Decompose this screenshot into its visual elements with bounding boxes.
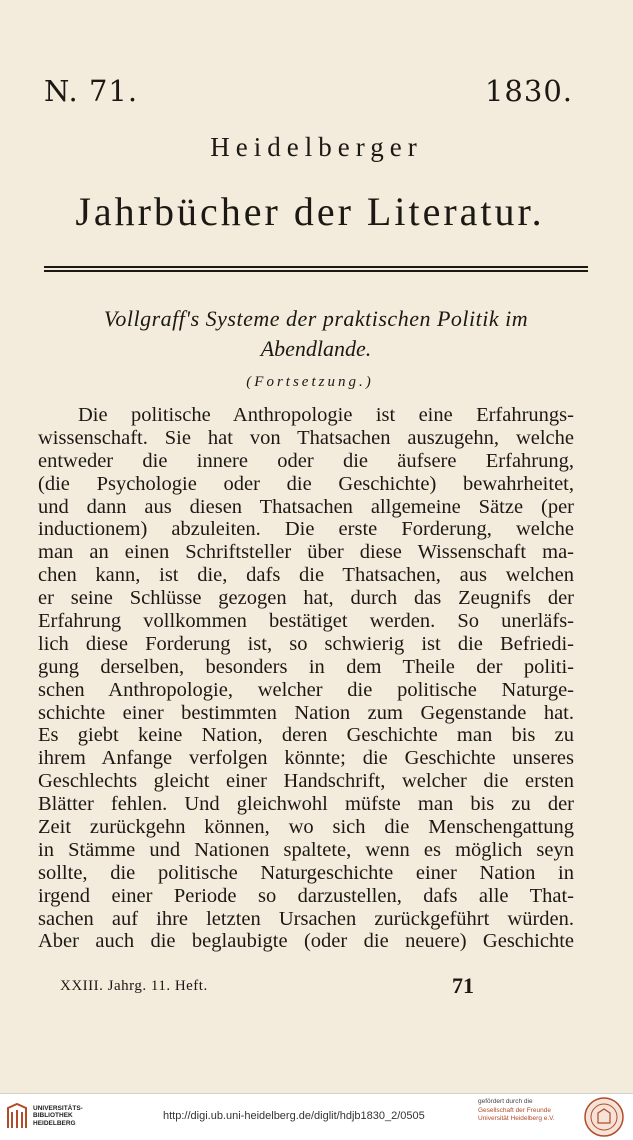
double-rule-bottom [44, 270, 588, 272]
article-title-line1: Vollgraff's Systeme der praktischen Politik im [103, 306, 529, 331]
library-logo[interactable] [6, 1102, 83, 1130]
issue-year: 1830. [484, 74, 573, 108]
journal-title-line2: Jahrbücher der Literatur. [75, 189, 545, 234]
sheet-number: 71 [452, 973, 474, 998]
library-logo-icon [6, 1102, 28, 1130]
body-line: man an einen Schriftsteller über diese Wissenschaft ma- [38, 541, 574, 564]
signature-line: XXIII. Jahrg. 11. Heft. [60, 978, 208, 994]
viewer-footer-bar [0, 1093, 633, 1140]
funding-note [478, 1098, 555, 1124]
body-line: Zeit zurückgehn können, wo sich die Menschengattung [38, 816, 574, 839]
body-line: in Stämme und Nationen spaltete, wenn es möglich seyn [38, 838, 574, 861]
issue-number: N. 71. [44, 74, 139, 108]
funding-line2: Gesellschaft der Freunde [478, 1106, 551, 1114]
journal-title-line1: Heidelberger [210, 132, 423, 162]
body-line: Aber auch die beglaubigte (oder die neuere) Geschichte [38, 930, 574, 953]
body-line: Erfahrung vollkommen bestätiget werden. So unerläfs- [38, 610, 574, 633]
article-title [40, 304, 592, 364]
body-line: gung derselben, besonders in dem Theile der politi- [38, 655, 574, 678]
body-line: wissenschaft. Sie hat von Thatsachen auszugehn, welche [38, 426, 574, 449]
continuation-note: (Fortsetzung.) [246, 374, 374, 390]
body-line: Die politische Anthropologie ist eine Erfahrungs- [78, 404, 574, 426]
body-line: und dann aus diesen Thatsachen allgemeine Sätze (per [38, 495, 574, 518]
funding-line3: Universität Heidelberg e.V. [478, 1115, 555, 1122]
body-line: sachen auf ihre letzten Ursachen zurückgeführt würden. [38, 907, 574, 930]
article-body [38, 404, 574, 953]
body-line: er seine Schlüsse gezogen hat, durch das Zeugnifs der [38, 587, 574, 610]
body-line: schen Anthropologie, welcher die politische Naturge- [38, 678, 574, 701]
body-line: Geschlechts gleicht einer Handschrift, welcher die ersten [38, 770, 574, 793]
body-line: inductionem) abzuleiten. Die erste Forderung, welche [38, 518, 574, 541]
university-seal-icon [583, 1096, 625, 1138]
body-line: chen kann, ist die, dafs die Thatsachen, aus welchen [38, 564, 574, 587]
body-line: entweder die innere oder die äufsere Erfahrung, [38, 449, 574, 472]
library-name-line1: UNIVERSITÄTS- [33, 1104, 83, 1112]
body-line: Es giebt keine Nation, deren Geschichte man bis zu [38, 724, 574, 747]
body-line: (die Psychologie oder die Geschichte) bewahrheitet, [38, 472, 574, 495]
body-line: lich diese Forderung ist, so schwierig ist die Befriedi- [38, 632, 574, 655]
library-name-line2: BIBLIOTHEK [33, 1112, 73, 1120]
body-line: Blätter fehlen. Und gleichwohl müfste man bis zu der [38, 793, 574, 816]
library-name-line3: HEIDELBERG [33, 1119, 76, 1127]
body-line: schichte einer bestimmten Nation zum Gegenstande hat. [38, 701, 574, 724]
double-rule-top [44, 266, 588, 268]
body-line: ihrem Anfange verfolgen könnte; die Geschichte unseres [38, 747, 574, 770]
article-title-line2: Abendlande. [260, 336, 372, 361]
permalink-url[interactable]: http://digi.ub.uni-heidelberg.de/diglit/hdjb1830_2/0505 [163, 1110, 425, 1122]
funding-line1: gefördert durch die [478, 1098, 533, 1105]
body-line: irgend einer Periode so darzustellen, dafs alle That- [38, 884, 574, 907]
body-line: sollte, die politische Naturgeschichte einer Nation in [38, 861, 574, 884]
